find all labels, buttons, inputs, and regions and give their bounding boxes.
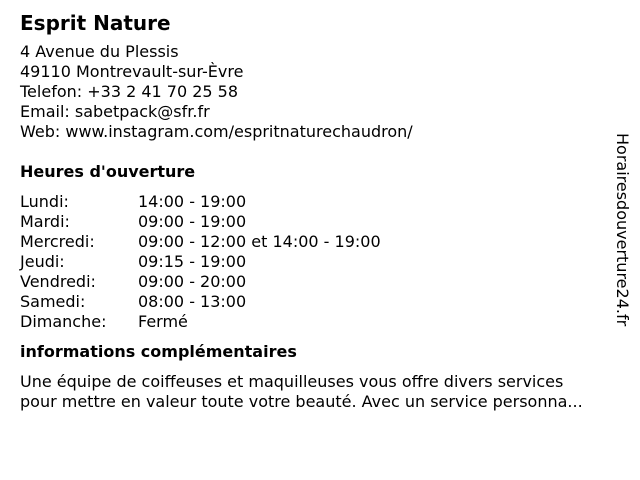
phone-line: Telefon: +33 2 41 70 25 58 xyxy=(20,82,239,101)
hours-row xyxy=(20,212,381,232)
time-value: 14:00 - 19:00 xyxy=(138,192,247,211)
hours-row xyxy=(20,192,381,212)
time-value: Fermé xyxy=(138,312,188,331)
business-name: Esprit Nature xyxy=(20,11,171,35)
day-label: Lundi: xyxy=(20,192,69,211)
day-label: Jeudi: xyxy=(20,252,65,271)
address-block xyxy=(20,42,620,142)
time-value: 09:15 - 19:00 xyxy=(138,252,247,271)
business-card xyxy=(20,10,620,412)
email-line: Email: sabetpack@sfr.fr xyxy=(20,102,210,121)
web-line: Web: www.instagram.com/espritnaturechaudron/ xyxy=(20,122,413,141)
time-value: 09:00 - 19:00 xyxy=(138,212,247,231)
hours-row xyxy=(20,292,381,312)
hours-row xyxy=(20,272,381,292)
hours-row xyxy=(20,252,381,272)
hours-table xyxy=(20,192,381,332)
hours-row xyxy=(20,232,381,252)
time-value: 09:00 - 20:00 xyxy=(138,272,247,291)
day-label: Samedi: xyxy=(20,292,86,311)
day-label: Vendredi: xyxy=(20,272,96,291)
hours-row xyxy=(20,312,381,332)
hours-title: Heures d'ouverture xyxy=(20,162,196,181)
day-label: Dimanche: xyxy=(20,312,107,331)
info-line: Une équipe de coiffeuses et maquilleuses vous offre divers services xyxy=(20,372,564,391)
info-line: pour mettre en valeur toute votre beauté. Avec un service personna... xyxy=(20,392,583,411)
street-address: 4 Avenue du Plessis xyxy=(20,42,179,61)
time-value: 09:00 - 12:00 et 14:00 - 19:00 xyxy=(138,232,381,251)
day-label: Mercredi: xyxy=(20,232,95,251)
info-description xyxy=(20,372,630,412)
day-label: Mardi: xyxy=(20,212,70,231)
info-title: informations complémentaires xyxy=(20,342,297,361)
time-value: 08:00 - 13:00 xyxy=(138,292,247,311)
watermark-label: Horairesdouverture24.fr xyxy=(613,133,632,327)
city-address: 49110 Montrevault-sur-Èvre xyxy=(20,62,244,81)
